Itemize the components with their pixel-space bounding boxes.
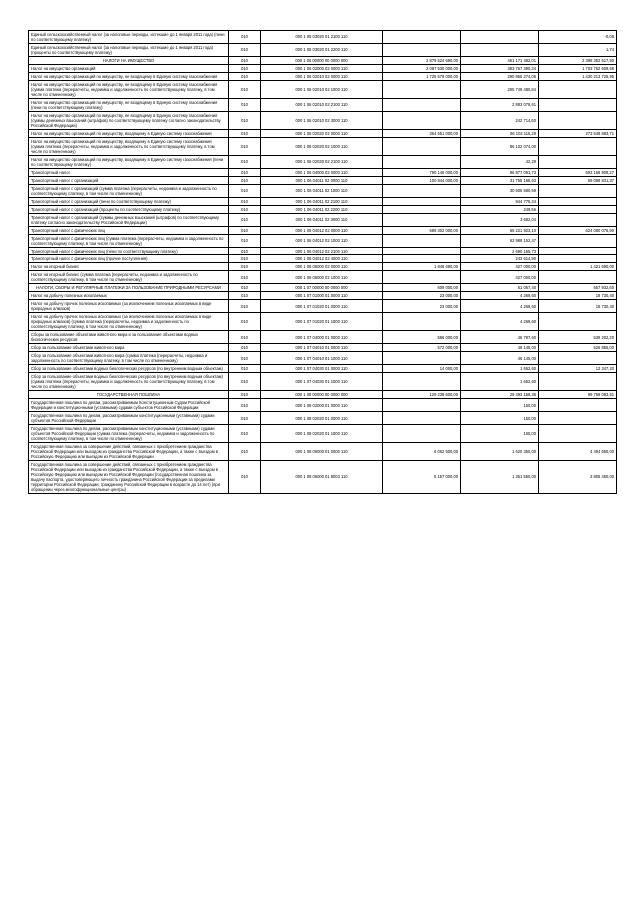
row-value-3: 693 168 908,27 [539,168,617,176]
row-name: Транспортный налог с физических лиц (прочие поступления) [29,255,229,263]
row-kbk-code: 000 1 07 04030 01 0000 110 [261,365,383,373]
row-admin-code: 010 [229,331,261,344]
table-row [29,168,617,176]
row-kbk-code: 000 1 06 05000 02 1000 110 [261,271,383,284]
row-kbk-code: 000 1 06 02010 02 1000 110 [261,80,383,98]
row-value-2: 86 102 116,29 [461,129,539,137]
row-value-2: 150,00 [461,412,539,425]
row-value-3 [539,234,617,247]
row-value-2: 1 652,60 [461,365,539,373]
row-value-2: 290 855 274,05 [461,72,539,80]
table-row [29,331,617,344]
row-value-3: 273 548 883,71 [539,129,617,137]
row-value-1 [383,373,461,391]
row-name: Налог на имущество организаций по имуществу, входящему в Единую систему газоснабжения (сумма платежа (перерасчеты, недоимка и задолженность по соответствующему платежу, в том числе по отмененному) [29,137,229,155]
row-value-3 [539,255,617,263]
row-value-3: 624 080 076,90 [539,226,617,234]
row-value-2: 51 067,40 [461,284,539,292]
row-kbk-code: 000 1 06 04011 02 3000 110 [261,213,383,226]
row-value-3 [539,137,617,155]
row-kbk-code: 000 1 06 04011 02 2200 110 [261,205,383,213]
row-name: Государственная пошлина за совершение действий, связанных с приобретением гражданства Российской Федерации или выходом из гражданства Российской Федерации, а также с въездом в Российскую Федерацию или выездом из Российской Федерации [29,443,229,461]
row-name: Налог на имущество организаций по имуществу, не входящему в Единую систему газоснабжения [29,72,229,80]
row-value-3: 18 730,40 [539,300,617,313]
row-admin-code: 010 [229,31,261,44]
row-value-2: 150,00 [461,399,539,412]
row-value-1: 790 146 000,00 [383,168,461,176]
row-name: Налог на игорный бизнес [29,263,229,271]
row-value-3 [539,197,617,205]
row-admin-code: 010 [229,43,261,56]
row-name: Сбор за пользование объектами животного мира [29,344,229,352]
row-value-1 [383,43,461,56]
row-admin-code: 010 [229,168,261,176]
row-admin-code: 010 [229,292,261,300]
row-name: Единый сельскохозяйственный налог (за налоговые периоды, истекшие до 1 января 2011 года) (проценты по соответствующему платежу) [29,43,229,56]
row-value-3 [539,271,617,284]
row-value-1: 1 725 579 000,00 [383,72,461,80]
table-row [29,425,617,443]
row-value-2: 249,56 [461,205,539,213]
row-value-1: 586 000,00 [383,331,461,344]
row-value-1: 23 000,00 [383,300,461,313]
row-name: Транспортный налог с физических лиц (сумма платежа (перерасчеты, недоимка и задолженность по соответствующему платежу, в том числе по отмененному) [29,234,229,247]
row-admin-code: 010 [229,111,261,129]
row-value-2: 42,29 [461,155,539,168]
row-name: Налог на имущество организаций по имуществу, не входящему в Единую систему газоснабжения (сумма платежа (перерасчеты, недоимка и задолженность по соответствующему платежу, в том числе по отмененному) [29,80,229,98]
row-value-3 [539,111,617,129]
row-value-3: 1 703 762 609,66 [539,64,617,72]
table-row [29,373,617,391]
row-admin-code: 010 [229,184,261,197]
budget-revenue-table [28,30,617,494]
table-row [29,111,617,129]
row-value-1 [383,197,461,205]
row-value-1 [383,98,461,111]
row-value-2: 31 755 168,63 [461,176,539,184]
row-kbk-code: 000 1 08 02020 01 1000 110 [261,425,383,443]
row-name: Налог на игорный бизнес (сумма платежа (перерасчеты, недоимка и задолженность по соответствующему платежу, в том числе по отмененному) [29,271,229,284]
row-kbk-code: 000 1 06 04011 02 0000 110 [261,176,383,184]
row-name: Единый сельскохозяйственный налог (за налоговые периоды, истекшие до 1 января 2011 года) (пени по соответствующему платежу) [29,31,229,44]
row-value-2: 4 269,60 [461,292,539,300]
row-kbk-code: 000 1 06 04012 02 0000 110 [261,226,383,234]
row-value-3 [539,313,617,331]
row-name: Транспортный налог с организаций (сумма платежа (перерасчеты, недоимка и задолженность по соответствующему платежу, в том числе по отмененному) [29,184,229,197]
row-value-1: 689 302 000,00 [383,226,461,234]
table-row [29,129,617,137]
row-name: Транспортный налог с организаций (пени по соответствующему платежу) [29,197,229,205]
row-kbk-code: 000 1 06 04000 02 0000 110 [261,168,383,176]
row-value-1 [383,313,461,331]
row-kbk-code: 000 1 06 04012 02 2100 110 [261,247,383,255]
row-value-2: 1 652,60 [461,373,539,391]
row-value-1: 5 157 000,00 [383,461,461,494]
row-kbk-code: 000 1 07 01020 01 0000 110 [261,300,383,313]
row-admin-code: 010 [229,399,261,412]
row-value-2: 295 749 480,84 [461,80,539,98]
row-kbk-code: 000 1 06 04012 02 4000 110 [261,255,383,263]
row-value-1: 2 087 530 000,00 [383,64,461,72]
row-value-3 [539,213,617,226]
table-row [29,443,617,461]
row-value-2: 46 145,00 [461,352,539,365]
row-admin-code: 010 [229,461,261,494]
row-admin-code: 010 [229,129,261,137]
row-kbk-code: 000 1 06 05000 02 0000 110 [261,263,383,271]
row-kbk-code: 000 1 07 04000 01 0000 110 [261,331,383,344]
row-value-2: 62 988 152,47 [461,234,539,247]
table-row [29,313,617,331]
row-name: НАЛОГИ, СБОРЫ И РЕГУЛЯРНЫЕ ПЛАТЕЖИ ЗА ПОЛЬЗОВАНИЕ ПРИРОДНЫМИ РЕСУРСАМИ [29,284,229,292]
row-admin-code: 010 [229,197,261,205]
row-kbk-code: 000 1 08 06000 01 8003 110 [261,461,383,494]
row-value-2: 242 714,60 [461,111,539,129]
row-admin-code: 010 [229,271,261,284]
table-row [29,205,617,213]
row-value-3 [539,412,617,425]
row-admin-code: 010 [229,300,261,313]
table-row [29,412,617,425]
row-value-3: 1 430 213 725,95 [539,72,617,80]
row-admin-code: 010 [229,56,261,64]
row-name: Транспортный налог с организаций (проценты по соответствующему платежу) [29,205,229,213]
row-value-2: 46 797,60 [461,331,539,344]
row-kbk-code: 000 1 06 02010 02 3000 110 [261,111,383,129]
row-name: Транспортный налог с физических лиц (пени по соответствующему платежу) [29,247,229,255]
row-value-2: 4 269,60 [461,300,539,313]
row-value-3 [539,399,617,412]
table-row [29,292,617,300]
row-admin-code: 010 [229,205,261,213]
row-name: Государственная пошлина по делам, рассматриваемым конституционными (уставными) судами субъектов Российской Федерации [29,412,229,425]
row-value-2: 65 221 923,10 [461,226,539,234]
table-row [29,271,617,284]
row-name: Сбор за пользование объектами водных биологических ресурсов (по внутренним водным объектам) (сумма платежа (перерасчеты, недоимка и задолженность по соответствующему платежу, в том числе по отмененному) [29,373,229,391]
row-kbk-code: 000 1 05 03020 01 2100 110 [261,31,383,44]
row-value-2: 4 269,60 [461,313,539,331]
row-value-2: 243 614,90 [461,255,539,263]
row-value-1: 364 651 000,00 [383,129,461,137]
table-row [29,197,617,205]
row-admin-code: 010 [229,391,261,399]
row-admin-code: 010 [229,226,261,234]
row-value-1 [383,205,461,213]
row-value-3 [539,425,617,443]
row-name: Налог на имущество организаций по имуществу, не входящему в Единую систему газоснабжения (суммы денежных взысканий (штрафов) по соответствующему платежу согласно законодательству Российской Федерации) [29,111,229,129]
row-value-1 [383,137,461,155]
row-value-2: 383 767 390,34 [461,64,539,72]
row-value-3 [539,80,617,98]
table-row [29,352,617,365]
row-name: Государственная пошлина по делам, рассматриваемым Конституционным Судом Российской Федерации и конституционными (уставными) судами субъектов Российской Федерации [29,399,229,412]
row-name: Транспортный налог [29,168,229,176]
row-value-3: 69 088 831,37 [539,176,617,184]
row-admin-code: 010 [229,155,261,168]
row-value-2: 29 493 158,36 [461,391,539,399]
row-value-3 [539,155,617,168]
row-admin-code: 010 [229,137,261,155]
row-name: Налог на добычу прочих полезных ископаемых (за исключением полезных ископаемых в виде природных алмазов) [29,300,229,313]
row-kbk-code: 000 1 06 02000 02 0000 110 [261,64,383,72]
row-value-3: 3 805 450,00 [539,461,617,494]
row-kbk-code: 000 1 06 02020 02 0000 110 [261,129,383,137]
row-value-3: -0,08 [539,31,617,44]
row-admin-code: 010 [229,255,261,263]
row-value-1 [383,399,461,412]
row-name: Государственная пошлина по делам, рассматриваемым конституционными (уставными) судами субъектов Российской Федерации (сумма платежа (перерасчеты, недоимка и задолженность по соответствующему платежу, в том числе по отмененному) [29,425,229,443]
row-admin-code: 010 [229,313,261,331]
row-admin-code: 010 [229,80,261,98]
table-row [29,43,617,56]
row-admin-code: 010 [229,247,261,255]
table-row [29,137,617,155]
row-value-1 [383,425,461,443]
row-name: Транспортный налог с физических лиц [29,226,229,234]
table-row [29,255,617,263]
row-admin-code: 010 [229,425,261,443]
row-value-2: 2 883 078,61 [461,98,539,111]
row-value-1 [383,80,461,98]
table-row [29,344,617,352]
row-kbk-code: 000 1 07 04010 01 1000 110 [261,352,383,365]
row-value-3: 2 398 352 517,50 [539,56,617,64]
row-kbk-code: 000 1 06 02010 02 2100 110 [261,98,383,111]
row-value-3: 4 494 650,00 [539,443,617,461]
row-value-1: 14 000,00 [383,365,461,373]
row-value-1 [383,271,461,284]
row-value-1: 572 000,00 [383,344,461,352]
row-kbk-code: 000 1 08 02020 01 0000 110 [261,412,383,425]
row-kbk-code: 000 1 06 04011 02 1000 110 [261,184,383,197]
table-row [29,263,617,271]
row-value-2: 944 775,34 [461,197,539,205]
row-value-2: 96 977 091,73 [461,168,539,176]
row-kbk-code: 000 1 07 04010 01 0000 110 [261,344,383,352]
table-row [29,64,617,72]
row-value-2: 30 606 580,69 [461,184,539,197]
row-value-2: 2 690 155,73 [461,247,539,255]
table-row [29,234,617,247]
table-row [29,176,617,184]
row-kbk-code: 000 1 05 03020 01 2200 110 [261,43,383,56]
row-name: ГОСУДАРСТВЕННАЯ ПОШЛИНА [29,391,229,399]
table-row [29,56,617,64]
row-value-1 [383,155,461,168]
table-row [29,155,617,168]
row-admin-code: 010 [229,176,261,184]
row-value-1: 100 844 000,00 [383,176,461,184]
table-row [29,247,617,255]
row-value-3 [539,352,617,365]
row-kbk-code: 000 1 07 04030 01 1000 110 [261,373,383,391]
row-value-3: 1 421 690,00 [539,263,617,271]
row-kbk-code: 000 1 07 01020 01 1000 110 [261,313,383,331]
row-value-1 [383,352,461,365]
row-value-1: 2 879 524 690,00 [383,56,461,64]
row-kbk-code: 000 1 06 04012 02 1000 110 [261,234,383,247]
row-value-2: 1 620 350,00 [461,443,539,461]
row-value-3: 526 855,00 [539,344,617,352]
row-value-3 [539,373,617,391]
row-name: Транспортный налог с организаций [29,176,229,184]
row-admin-code: 010 [229,284,261,292]
row-value-1: 129 239 600,00 [383,391,461,399]
row-admin-code: 010 [229,98,261,111]
row-value-1 [383,247,461,255]
row-value-1 [383,234,461,247]
row-kbk-code: 000 1 06 02020 02 1000 110 [261,137,383,155]
row-kbk-code: 000 1 07 00000 00 0000 000 [261,284,383,292]
table-row [29,365,617,373]
row-value-1: 1 848 690,00 [383,263,461,271]
table-row [29,98,617,111]
row-value-2: 86 102 074,00 [461,137,539,155]
row-value-2: 1 351 550,00 [461,461,539,494]
row-admin-code: 010 [229,373,261,391]
row-admin-code: 010 [229,443,261,461]
row-admin-code: 010 [229,344,261,352]
row-value-3 [539,184,617,197]
table-body [29,31,617,494]
row-admin-code: 010 [229,213,261,226]
table-row [29,284,617,292]
row-kbk-code: 000 1 07 01000 01 0000 110 [261,292,383,300]
row-name: Налог на имущество организаций [29,64,229,72]
row-value-2: 427 000,00 [461,271,539,284]
row-value-3: 539 202,20 [539,331,617,344]
row-value-2: 427 000,00 [461,263,539,271]
row-value-3: 12 347,20 [539,365,617,373]
row-value-1 [383,412,461,425]
row-value-3: 99 759 083,51 [539,391,617,399]
row-kbk-code: 000 1 08 06000 01 0000 110 [261,443,383,461]
row-admin-code: 010 [229,72,261,80]
row-value-3 [539,205,617,213]
row-kbk-code: 000 1 06 00000 00 0000 000 [261,56,383,64]
row-value-3 [539,98,617,111]
row-value-3: 557 932,60 [539,284,617,292]
row-value-2: 150,00 [461,425,539,443]
table-row [29,226,617,234]
row-kbk-code: 000 1 08 02000 01 0000 110 [261,399,383,412]
row-value-2: 46 145,00 [461,344,539,352]
row-name: Сборы за пользование объектами животного мира и за пользование объектами водных биологических ресурсов [29,331,229,344]
row-name: Налог на имущество организаций по имуществу, входящему в Единую систему газоснабжения [29,129,229,137]
row-admin-code: 010 [229,263,261,271]
row-kbk-code: 000 1 06 02020 02 2100 110 [261,155,383,168]
row-value-2 [461,31,539,44]
row-name: Сбор за пользование объектами водных биологических ресурсов (по внутренним водным объектам) [29,365,229,373]
row-value-1: 609 000,00 [383,284,461,292]
row-value-1 [383,111,461,129]
table-row [29,31,617,44]
row-value-2: 461 171 482,01 [461,56,539,64]
table-row [29,300,617,313]
row-name: Налог на добычу полезных ископаемых [29,292,229,300]
row-kbk-code: 000 1 06 02010 02 0000 110 [261,72,383,80]
row-name: Налог на имущество организаций по имуществу, входящему в Единую систему газоснабжения (пени по соответствующему платежу) [29,155,229,168]
table-row [29,213,617,226]
row-value-3: 1,74 [539,43,617,56]
table-row [29,399,617,412]
row-name: НАЛОГИ НА ИМУЩЕСТВО [29,56,229,64]
row-name: Транспортный налог с организаций (суммы денежных взысканий (штрафов) по соответствующему платежу согласно законодательству Российской Федерации) [29,213,229,226]
row-admin-code: 010 [229,365,261,373]
row-name: Налог на имущество организаций по имуществу, не входящему в Единую систему газоснабжения (пени по соответствующему платежу) [29,98,229,111]
row-admin-code: 010 [229,352,261,365]
row-value-1: 23 000,00 [383,292,461,300]
table-row [29,391,617,399]
row-name: Сбор за пользование объектами животного мира (сумма платежа (перерасчеты, недоимка и задолженность по соответствующему платежу, в том числе по отмененному) [29,352,229,365]
row-value-3 [539,247,617,255]
row-kbk-code: 000 1 06 04011 02 2100 110 [261,197,383,205]
row-admin-code: 010 [229,64,261,72]
row-name: Государственная пошлина за совершение действий, связанных с приобретением гражданства Российской Федерации или выходом из гражданства Российской Федерации, а также с въездом в Российскую Федерацию или выездом из Российской Федерации (государственная пошлина за выдачу паспорта, удостоверяющего личность гражданина Российской Федерации за пределами территории Российской Федерации, гражданину Российской Федерации в возрасте до 14 лет) (при обращении через многофункциональные центры) [29,461,229,494]
row-admin-code: 010 [229,234,261,247]
row-value-3: 18 730,40 [539,292,617,300]
row-value-2 [461,43,539,56]
table-row [29,184,617,197]
row-value-1 [383,213,461,226]
row-admin-code: 010 [229,412,261,425]
table-row [29,461,617,494]
row-value-2: 3 682,04 [461,213,539,226]
row-value-1 [383,255,461,263]
row-name: Налог на добычу прочих полезных ископаемых (за исключением полезных ископаемых в виде природных алмазов) (сумма платежа (перерасчеты, недоимка и задолженность по соответствующему платежу, в том числе по отмененному) [29,313,229,331]
table-row [29,72,617,80]
row-kbk-code: 000 1 08 00000 00 0000 000 [261,391,383,399]
row-value-1 [383,31,461,44]
row-value-1 [383,184,461,197]
table-row [29,80,617,98]
row-value-1: 6 062 500,00 [383,443,461,461]
